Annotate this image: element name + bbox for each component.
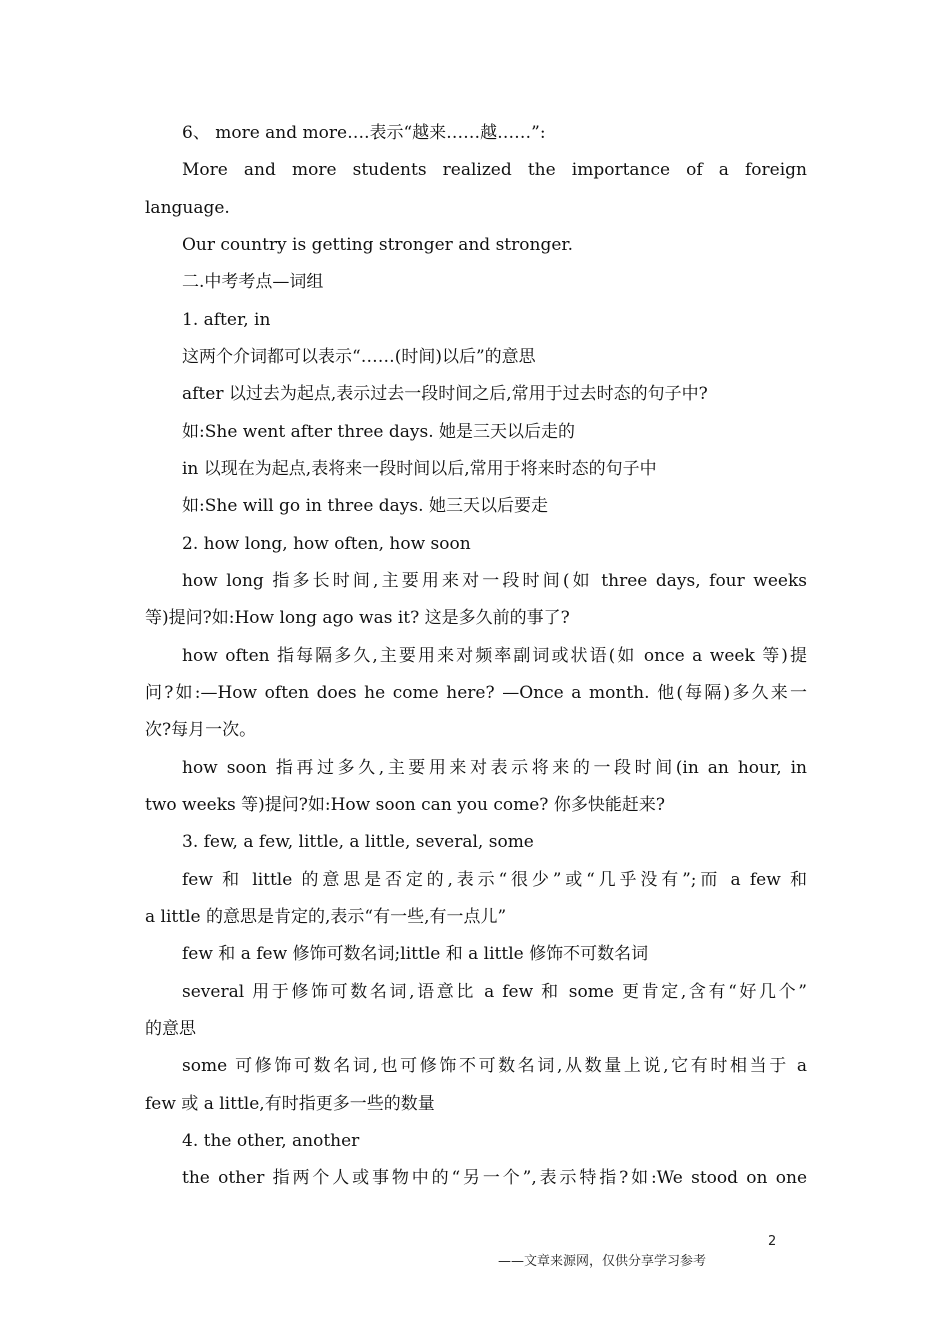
text-line: how often 指每隔多久,主要用来对频率副词或状语(如 once a week 等)提 [182,646,807,666]
text-line: two weeks 等)提问?如:How soon can you come? 你多快能赶来? [145,795,665,815]
text-line: a little 的意思是肯定的,表示“有一些,有一点儿” [145,907,507,927]
text-line: in 以现在为起点,表将来一段时间以后,常用于将来时态的句子中 [182,459,657,479]
text-line: several 用于修饰可数名词,语意比 a few 和 some 更肯定,含有“好几个” [182,982,807,1002]
section-heading: 二.中考考点—词组 [182,272,324,292]
text-line: some 可修饰可数名词,也可修饰不可数名词,从数量上说,它有时相当于 a [182,1056,807,1076]
text-line: language. [145,198,230,218]
text-line: how soon 指再过多久,主要用来对表示将来的一段时间(in an hour, in [182,758,807,778]
text-line: 如:She went after three days. 她是三天以后走的 [182,422,576,442]
text-line: 1. after, in [182,310,271,330]
text-line: 2. how long, how often, how soon [182,534,471,554]
text-line: how long 指多长时间,主要用来对一段时间(如 three days, four weeks [182,571,807,591]
text-line: few 或 a little,有时指更多一些的数量 [145,1094,435,1114]
text-line: 次?每月一次。 [145,720,257,740]
text-line: 4. the other, another [182,1131,360,1151]
text-line: 如:She will go in three days. 她三天以后要走 [182,496,548,516]
text-line: 6、 more and more….表示“越来……越……”: [182,123,546,143]
text-line: few 和 a few 修饰可数名词;little 和 a little 修饰不可数名词 [182,944,649,964]
footer-note: ——文章来源网，仅供分享学习参考 [498,1254,707,1269]
text-line: More and more students realized the importance of a foreign [182,160,807,180]
text-line: 的意思 [145,1019,196,1039]
text-line: 这两个介词都可以表示“……(时间)以后”的意思 [182,347,536,367]
text-line: the other 指两个人或事物中的“另一个”,表示特指?如:We stood on one [182,1168,807,1188]
text-line: 3. few, a few, little, a little, several, some [182,832,534,852]
page-number: 2 [768,1234,777,1249]
text-line: after 以过去为起点,表示过去一段时间之后,常用于过去时态的句子中? [182,384,708,404]
text-line: 等)提问?如:How long ago was it? 这是多久前的事了? [145,608,570,628]
text-line: 问?如:—How often does he come here? —Once a month. 他(每隔)多久来一 [145,683,807,703]
text-line: few 和 little 的意思是否定的,表示“很少”或“几乎没有”;而 a few 和 [182,870,807,890]
text-line: Our country is getting stronger and stronger. [182,235,574,255]
